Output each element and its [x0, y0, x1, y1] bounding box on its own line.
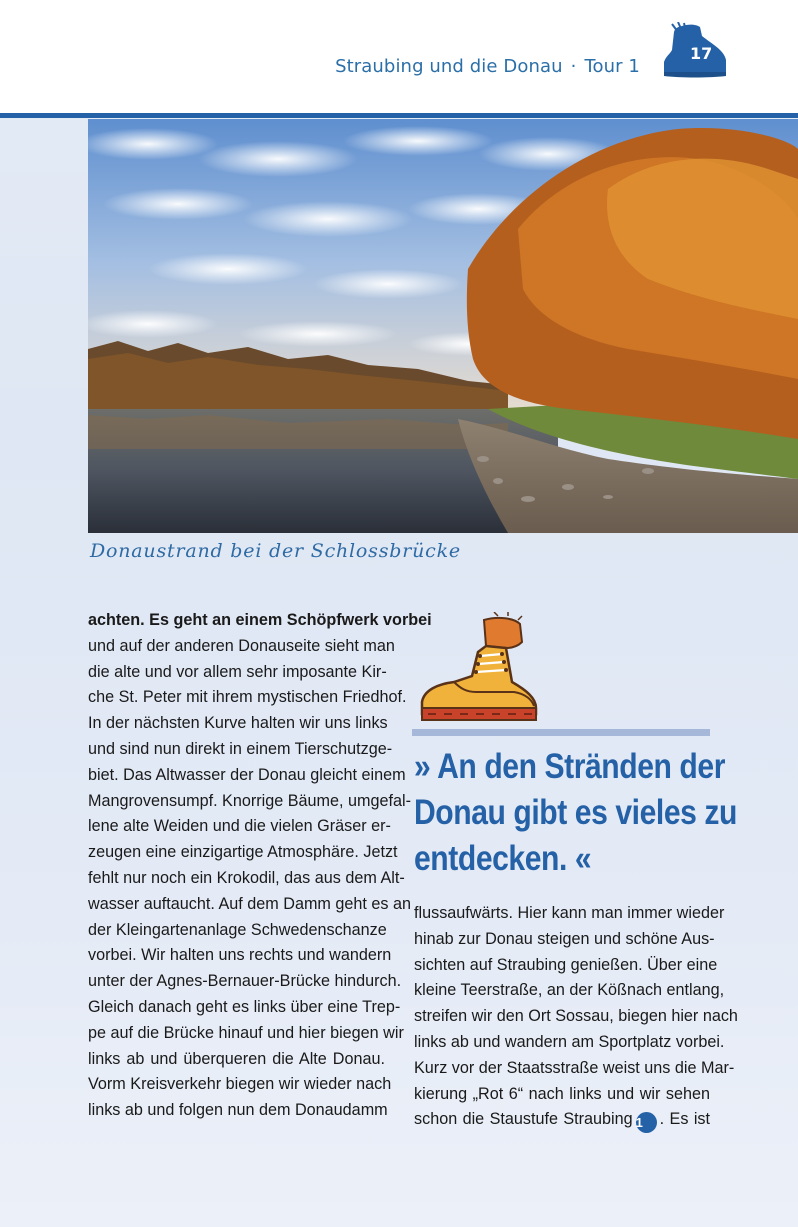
route-marker-badge: 1 [636, 1112, 657, 1133]
header-rule [0, 113, 798, 118]
text-line: kierung „Rot 6“ nach links und wir sehen [414, 1084, 710, 1103]
text-line: Gleich danach geht es links über eine Trep- [88, 997, 401, 1016]
pull-quote [414, 744, 737, 882]
text-line: hinab zur Donau steigen und schöne Aus- [414, 929, 715, 948]
running-title [335, 56, 640, 77]
text-line: wasser auftaucht. Auf dem Damm geht es an [88, 894, 412, 913]
text-line: die alte und vor allem sehr imposante Kir- [88, 662, 387, 681]
text-line: kleine Teerstraße, an der Kößnach entlang, [414, 981, 725, 1000]
text-line: und auf der anderen Donauseite sieht man [88, 636, 395, 655]
text-line: flussaufwärts. Hier kann man immer wieder [414, 904, 725, 922]
hiking-boot-icon [414, 612, 544, 724]
text-line: fehlt nur noch ein Krokodil, das aus dem Alt- [88, 868, 405, 887]
text-line: links ab und wandern am Sportplatz vorbei. [414, 1032, 725, 1051]
text-line: und sind nun direkt in einem Tierschutzge- [88, 739, 393, 758]
text-segment: schon die Staustufe Straubing [414, 1110, 633, 1129]
title-separator: · [570, 56, 577, 77]
pull-quote-line: » An den Stränden der [414, 747, 725, 786]
text-line: biet. Das Altwasser der Donau gleicht einem [88, 765, 406, 784]
text-line: unter der Agnes-Bernauer-Brücke hindurch. [88, 972, 402, 991]
text-line: achten. Es geht an einem Schöpfwerk vorbei [88, 611, 432, 629]
page-header [0, 0, 798, 113]
text-line: vorbei. Wir halten uns rechts und wandern [88, 946, 392, 965]
tour-label: Tour 1 [584, 56, 640, 77]
text-segment: . Es ist [659, 1110, 711, 1129]
text-line: In der nächsten Kurve halten wir uns links [88, 714, 388, 733]
chapter-title: Straubing und die Donau [335, 56, 563, 77]
page-number: 17 [690, 44, 713, 63]
text-line: sichten auf Straubing genießen. Über eine [414, 955, 718, 974]
text-line: Vorm Kreisverkehr biegen wir wieder nach [88, 1075, 392, 1094]
text-line: Kurz vor der Staatsstraße weist uns die Mar- [414, 1058, 735, 1077]
danube-riverbank-image [88, 119, 798, 533]
pull-quote-line: Donau gibt es vieles zu [414, 793, 737, 832]
text-line: zeugen eine einzigartige Atmosphäre. Jetzt [88, 843, 398, 862]
page-badge [660, 22, 728, 82]
text-line: che St. Peter mit ihrem mystischen Friedhof. [88, 688, 407, 707]
photo-caption: Donaustrand bei der Schlossbrücke [90, 540, 461, 562]
text-line: der Kleingartenanlage Schwedenschanze [88, 920, 387, 939]
landscape-photo [88, 119, 798, 533]
text-line: links ab und folgen nun dem Donaudamm [88, 1101, 388, 1120]
text-line [414, 1107, 710, 1133]
text-line: pe auf die Brücke hinauf und hier biegen wir [88, 1023, 404, 1042]
pull-quote-line: entdecken. « [414, 839, 592, 878]
text-line: links ab und überqueren die Alte Donau. [88, 1049, 385, 1068]
text-line: streifen wir den Ort Sossau, biegen hier nach [414, 1007, 738, 1026]
left-text-column [88, 608, 432, 1124]
text-line: lene alte Weiden und die vielen Gräser er- [88, 817, 391, 836]
quote-rule [412, 729, 710, 736]
text-line: Mangrovensumpf. Knorrige Bäume, umgefal- [88, 791, 412, 810]
right-text-column [414, 901, 738, 1133]
